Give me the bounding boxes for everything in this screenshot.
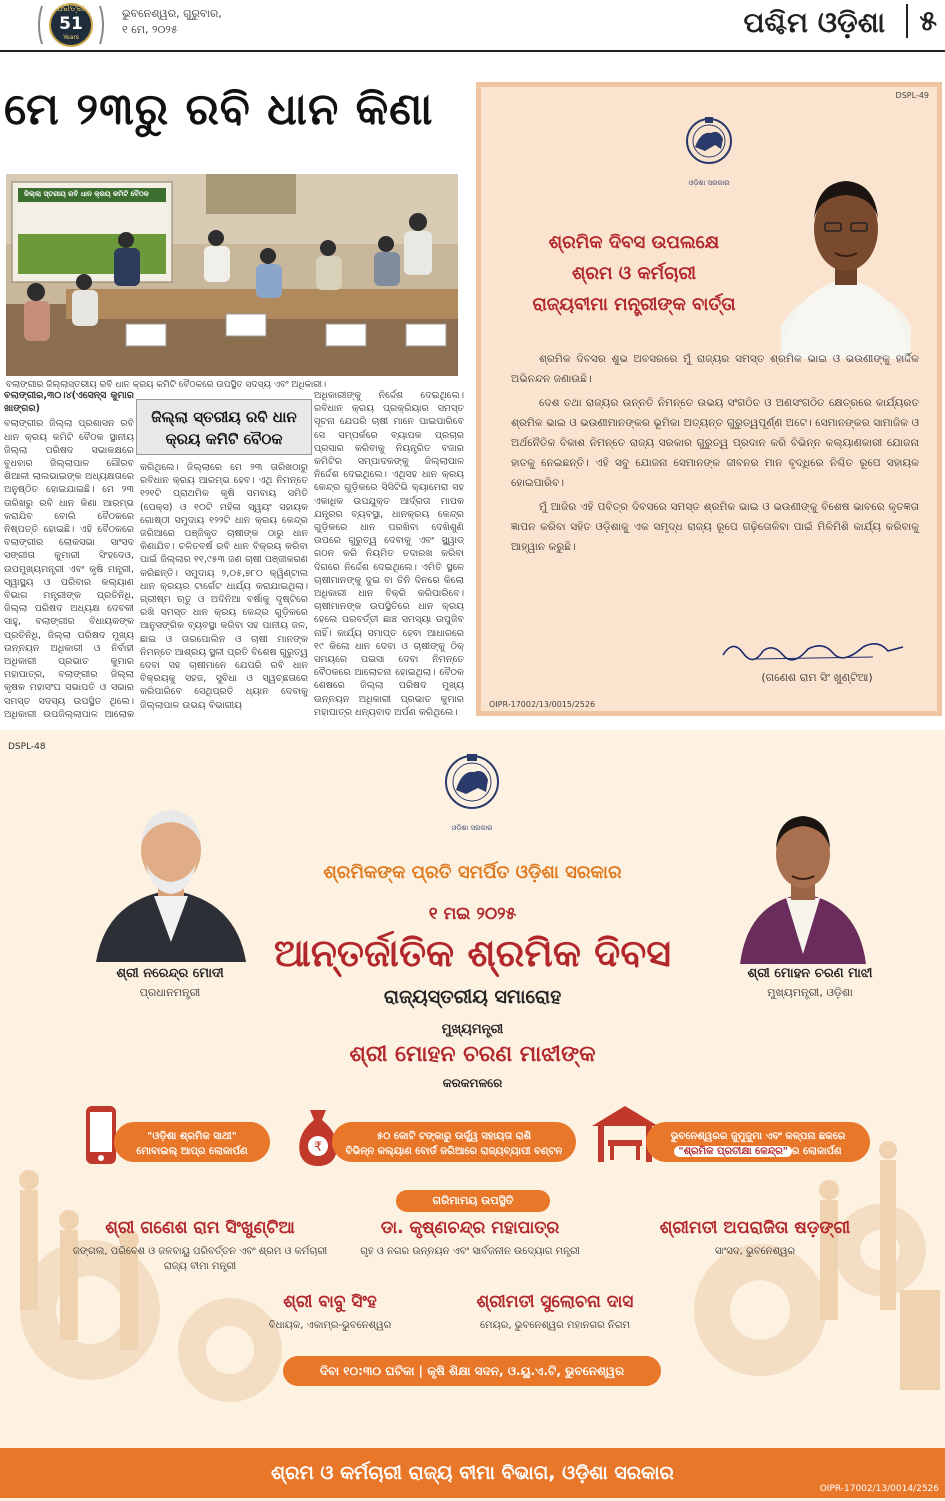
subhead-line-2: କ୍ରୟ କମିଟି ବୈଠକ <box>165 430 283 448</box>
subhead-line-1: ଜିଲ୍ଲା ସ୍ତରୀୟ ରବି ଧାନ <box>151 408 297 426</box>
logo-years: 51 <box>59 14 83 34</box>
ad-code-bottom: OIPR-17002/13/0014/2526 <box>819 1484 939 1494</box>
feature-waiting-centre-text <box>646 1122 870 1162</box>
photo-banner-text: ଜିଲ୍ଲା ସ୍ତରୀୟ ରବି ଧାନ କ୍ରୟ କମିଟି ବୈଠକ <box>24 190 149 198</box>
svg-text:₹: ₹ <box>313 1140 323 1155</box>
signer-name: (ଗଣେଶ ରାମ ସିଂ ଖୁଣ୍ଟିଆ) <box>761 671 873 684</box>
feature-mobile-app-line-2: ମୋବାଇଲ୍ ଆପ୍‌ର ଲୋକାର୍ପଣ <box>136 1146 248 1157</box>
feature-assistance-fund <box>294 1120 576 1166</box>
feature-assistance-fund-line-1: ୫୦ କୋଟି ଟଙ୍କାରୁ ଊର୍ଦ୍ଧ୍ୱ ସହାୟତା ରାଶି <box>376 1131 532 1142</box>
feature-waiting-centre-suffix: ର ଲୋକାର୍ପଣ <box>791 1146 842 1157</box>
labour-day-ad <box>0 730 945 1501</box>
dateline <box>122 6 222 38</box>
message-paragraph-3: ମୁଁ ଆଜିର ଏହି ପବିତ୍ର ଦିବସରେ ସମସ୍ତ ଶ୍ରମିକ ଭାଇ ଓ ଭଉଣୀଙ୍କୁ ବିଶେଷ ଭାବରେ କୃତଜ୍ଞତା ଜ୍ଞାପନ କରିବା ସହିତ ଓଡ଼ିଶାକୁ ଏକ ସମୃଦ୍ଧ ରାଜ୍ୟ ରୂପେ ଗଢ଼ିତୋଳିବା ପାଇଁ ମିଳିମିଶି କାର୍ଯ୍ୟ କରିବାକୁ ଆହ୍ୱାନ କରୁଛି। <box>511 501 919 553</box>
feature-mobile-app-text <box>114 1122 270 1162</box>
page-number: ୫ <box>906 4 937 38</box>
pm-role: ପ୍ରଧାନମନ୍ତ୍ରୀ <box>139 986 201 999</box>
event-subtitle: ରାଜ୍ୟସ୍ତରୀୟ ସମାରୋହ <box>383 986 562 1008</box>
news-column-2 <box>140 461 308 719</box>
chief-guest-name: ଶ୍ରୀ ମୋହନ ଚରଣ ମାଝୀଙ୍କ <box>349 1042 596 1067</box>
message-title <box>499 227 769 320</box>
cm-portrait <box>740 798 866 964</box>
emblem-caption: ଓଡ଼ିଶା ସରକାର <box>688 179 730 187</box>
chief-guest-label: ମୁଖ୍ୟମନ୍ତ୍ରୀ <box>441 1022 504 1037</box>
mobile-phone-icon <box>84 1104 118 1166</box>
dignitary-5-name: ଶ୍ରୀମତୀ ସୁଲୋଚନା ଦାସ <box>476 1292 634 1312</box>
ad-code-top: DSPL-49 <box>895 91 929 100</box>
news-column-3-text: ଅଧିକାରୀଙ୍କୁ ନିର୍ଦ୍ଦେଶ ଦେଇଥିଲେ। ରବିଧାନ କ୍ରୟ ପ୍ରକ୍ରିୟାର ସମସ୍ତ ସୂଚନା ଯେପରି ଚାଷୀ ମାନେ ପାଇପାରିବେ ସେ ସମ୍ପର୍କରେ ବ୍ୟାପକ ପ୍ରଚାର ପ୍ରସାର କରିବାକୁ ନିୟନ୍ତ୍ରିତ ବଜାର କମିଟିର ସମ୍ପାଦକଙ୍କୁ ଜିଲ୍ଲାପାଳ ନିର୍ଦ୍ଦେଶ ଦେଇଥିଲେ। ଏଥିସହ ଧାନ କ୍ରୟ କେନ୍ଦ୍ର ଗୁଡ଼ିକରେ ସିସିଟିଭି କ୍ୟାମେରା ସହ ଏକାଧିକ ଉପଯୁକ୍ତ ଆର୍ଦ୍ରତା ମାପକ ଯନ୍ତ୍ରର ବ୍ୟବସ୍ଥା, ଧାନକ୍ରୟ କେନ୍ଦ୍ର ଗୁଡ଼ିକରେ ଧାନ ପରଖିବା ଦେଖିଶୁଣି ଉପରେ ଗୁରୁତ୍ୱ ଦେବାକୁ ଏବଂ ସ୍କ୍ୱାଡ୍ ଗଠନ କରି ନିୟମିତ ତଦାରଖ କରିବା ଦିଗରେ ନିର୍ଦ୍ଦେଶ ଦେଇଥିଲେ। ଏମିତି ସ୍ଥଳେ ଚାଷୀମାନଙ୍କୁ ଦୁଇ ବା ତିନି ଦିନରେ କିଲୋ ଅଧିକାରୀ ଧାନ ବିକ୍ରି କରିପାରିବେ। ଚାଷୀମାନଙ୍କ ଉପସ୍ଥିତିରେ ଧାନ କ୍ରୟ ହେଲେ ପରବର୍ତ୍ତୀ ଛାଞ୍ଚ ସମସ୍ୟା ଉପୁଜିବ ନାହିଁ। କାର୍ଯ୍ୟ ସମାପ୍ତ ହେବା ଆଧାରରେ ୧୯ କିଲୋ ଧାନ ଦେବା ଓ ଚାଷୀଙ୍କୁ ଠିକ୍ ସମୟରେ ପଇସା ଦେବା ନିମନ୍ତେ ବୈଠକରେ ଆଲୋଚନା ହୋଇଥିଲା। ବୈଠକ ଶେଷରେ ଜିଲ୍ଲା ପରିଷଦ ମୁଖ୍ୟ ଉନ୍ନୟନ ଅଧିକାରୀ ପ୍ରଭାତ କୁମାର ମହାପାତ୍ର ଧନ୍ୟବାଦ ଅର୍ପଣ କରିଥିଲେ। <box>314 390 464 718</box>
logo-word: ଧରିତ୍ରୀ <box>56 4 86 14</box>
news-byline: ବଲାଙ୍ଗୀର,୩୦।୪(ଏସେନ୍ସ କୁମାର ଖାଙ୍ଗର) <box>4 390 134 415</box>
meeting-photo <box>6 174 458 376</box>
minister-signature <box>713 635 913 665</box>
dignitary-4-name: ଶ୍ରୀ ବାବୁ ସିଂହ <box>283 1292 377 1312</box>
news-column-2-text: କରିଥିଲେ। ଜିଲ୍ଲାରେ ମେ ୨୩ ତାରିଖଠାରୁ ରବିଧାନ କ୍ରୟ ଆରମ୍ଭ ହେବ। ଏଥି ନିମନ୍ତେ ୧୨୧ଟି ପ୍ରାଥମିକ କୃଷି ସମବାୟ ସମିତି (ପେକ୍ସ) ଓ ୧୦ଟି ମହିଳା ସ୍ୱୟଂ ସହାୟକ ଗୋଷ୍ଠୀ ସମୁଦାୟ ୧୨୨ଟି ଧାନ କ୍ରୟ କେନ୍ଦ୍ର ଜରିଆରେ ପଞ୍ଜିକୃତ ଚାଷୀଙ୍କ ଠାରୁ ଧାନ କିଣାଯିବ। ଚଳିତବର୍ଷ ରବି ଧାନ ବିକ୍ରୟ କରିବା ପାଇଁ ଜିଲ୍ଲାର ୧୧,୯୫୩ ଜଣ ଚାଷୀ ପଞ୍ଜୀକରଣ କରିଛନ୍ତି। ସମୁଦାୟ ୨,୦୫,୭୮୦ କ୍ୱିଣ୍ଟାଲ ଧାନ କ୍ରୟର ଟାର୍ଗେଟ ଧାର୍ଯ୍ୟ କରାଯାଇଥିଲା। ଗ୍ରୀଷ୍ମ ଋତୁ ଓ ଅଦିନିଆ ବର୍ଷାକୁ ଦୃଷ୍ଟିରେ ରଖି ସମସ୍ତ ଧାନ କ୍ରୟ କେନ୍ଦ୍ର ଗୁଡ଼ିକରେ ଆନୁସଙ୍ଗିକ ବ୍ୟବସ୍ଥା କରିବା ସହ ପାନୀୟ ଜଳ, ଛାଇ ଓ ତାରପୋଲିନ ଓ ଚାଷୀ ମାନଙ୍କ ନିମନ୍ତେ ଆଶ୍ରୟ ସ୍ଥଳୀ ପ୍ରତି ବିଶେଷ ଗୁରୁତ୍ୱ ଦେବା ସହ ଚାଷୀମାନେ ଯେପରି ରବି ଧାନ ବିକ୍ରୟକୁ ସହଜ, ସୁବିଧା ଓ ସ୍ୱଚ୍ଛତାରେ କରିପାରିବେ ସେଥିପ୍ରତି ଧ୍ୟାନ ଦେବାକୁ ଜିଲ୍ଲାପାଳ ଉଭୟ ବିଭାଗୀୟ <box>140 462 308 711</box>
meeting-photo-art <box>6 174 458 376</box>
message-paragraph-2: ଦେଶ ତଥା ରାଜ୍ୟର ଉନ୍ନତି ନିମନ୍ତେ ଉଭୟ ସଂଗଠିତ ଓ ଅଣସଂଗଠିତ କ୍ଷେତ୍ରରେ କାର୍ଯ୍ୟରତ ଶ୍ରମିକ ଭାଇ ଓ ଭଉଣୀମାନଙ୍କର ଭୂମିକା ଅତ୍ୟନ୍ତ ଗୁରୁତ୍ୱପୂର୍ଣ୍ଣ ଅଟେ। ସେମାନଙ୍କର ସାମାଜିକ ଓ ଅର୍ଥନୈତିକ ବିକାଶ ନିମନ୍ତେ ରାଜ୍ୟ ସରକାର ଗୁରୁତ୍ୱ ପ୍ରଦାନ କରି ବିଭିନ୍ନ କଲ୍ୟାଣକାରୀ ଯୋଜନା ହାତକୁ ନେଇଛନ୍ତି। ଏହି ସବୁ ଯୋଜନା ସେମାନଙ୍କ ଜୀବନର ମାନ ବୃଦ୍ଧିରେ ନିଶ୍ଚିତ ରୂପେ ସହାୟକ ହୋଇପାରିବ। <box>511 397 919 489</box>
venue-bar: ଦିବା ୧୦:୩୦ ଘଟିକା | କୃଷି ଶିକ୍ଷା ସଦନ, ଓ.ୟୁ.ଏ.ଟି, ଭୁବନେଶ୍ୱର <box>283 1356 661 1386</box>
news-column-1-text: ବଲାଙ୍ଗୀର ଜିଲ୍ଲା ପ୍ରଶାସନ ରବି ଧାନ କ୍ରୟ କମିଟି ବୈଠକ ସ୍ଥାନୀୟ ଜିଲ୍ଲା ପରିଷଦ ସଭାକକ୍ଷରେ ବୁଧବାର ଜିଲ୍ଲାପାଳ ଗୌରବ ଶିଆଳୀ ଲାଲଭାଇଙ୍କ ଅଧ୍ୟକ୍ଷତାରେ ଅନୁଷ୍ଠିତ ହୋଇଯାଇଛି। ମେ ୨୩ ତାରିଖରୁ ରବି ଧାନ କିଣା ଆରମ୍ଭ କରାଯିବ ବୋଲି ବୈଠକରେ ନିଷ୍ପତ୍ତି ହୋଇଛି। ଏହି ବୈଠକରେ ବଲାଙ୍ଗୀର ଲୋକସଭା ସାଂସଦ ସଙ୍ଗୀତା କୁମାରୀ ସିଂହଦେଓ, ଉପମୁଖ୍ୟମନ୍ତ୍ରୀ ଏବଂ କୃଷି ମନ୍ତ୍ରୀ, ସ୍ୱାସ୍ଥ୍ୟ ଓ ପରିବାର କଲ୍ୟାଣ ବିଭାଗ ମନ୍ତ୍ରୀଙ୍କ ପ୍ରତିନିଧି, ଜିଲ୍ଲା ପରିଷଦ ଅଧ୍ୟକ୍ଷ ଦେବକୀ ସାହୁ, ବଲାଙ୍ଗୀର ବିଧାୟକଙ୍କ ପ୍ରତିନିଧି, ଜିଲ୍ଲା ପରିଷଦ ମୁଖ୍ୟ ଉନ୍ନୟନ ଅଧିକାରୀ ଓ ନିର୍ବାହୀ ଅଧିକାରୀ ପ୍ରଭାତ କୁମାର ମହାପାତ୍ର, ବଲାଙ୍ଗୀର ଜିଲ୍ଲା କୃଷକ ମହାସଂଘ ସଭାପତି ଓ ସଭାର ସମସ୍ତ ସଦସ୍ୟ ଉପସ୍ଥିତ ଥିଲେ। ଅଧିକାରୀ ଉପଜିଲ୍ଲାପାଳ ଆଲୋକ <box>4 418 134 719</box>
section-title: ପଶ୍ଚିମ ଓଡ଼ିଶା <box>743 6 885 39</box>
ad-code-top: DSPL-48 <box>8 742 46 752</box>
odisha-emblem-icon <box>440 752 504 824</box>
dignitary-3-role: ସାଂସଦ, ଭୁବନେଶ୍ୱର <box>714 1246 796 1257</box>
dignitary-2-role: ଗୃହ ଓ ନଗର ଉନ୍ନୟନ ଏବଂ ସାର୍ବଜନୀନ ଉଦ୍ୟୋଗ ମନ୍ତ୍ରୀ <box>360 1246 580 1257</box>
subhead-box <box>136 399 312 455</box>
ad-code-bottom: OIPR-17002/13/0015/2526 <box>489 700 596 709</box>
feature-waiting-centre <box>590 1120 870 1166</box>
dignitary-5-role: ମେୟର, ଭୁବନେଶ୍ୱର ମହାନଗର ନିଗମ <box>480 1320 630 1331</box>
feature-mobile-app <box>84 1120 270 1166</box>
minister-message-ad <box>476 82 942 716</box>
feature-waiting-centre-highlight: "ଶ୍ରମିକ ପ୍ରତୀକ୍ଷା କେନ୍ଦ୍ର" <box>674 1146 792 1157</box>
feature-assistance-fund-text <box>332 1122 576 1162</box>
news-column-3 <box>314 389 464 719</box>
dignitary-3-name: ଶ୍ରୀମତୀ ଅପରାଜିତା ଷଡ଼ଙ୍ଗୀ <box>659 1218 851 1238</box>
message-title-line-2: ଶ୍ରମ ଓ କର୍ମଚାରୀ <box>571 263 697 284</box>
news-story <box>0 56 470 720</box>
department-bar: ଶ୍ରମ ଓ କର୍ମଚାରୀ ରାଜ୍ୟ ବୀମା ବିଭାଗ, ଓଡ଼ିଶା ସରକାର <box>0 1448 945 1498</box>
message-paragraph-1: ଶ୍ରମିକ ଦିବସର ଶୁଭ ଅବସରରେ ମୁଁ ରାଜ୍ୟର ସମସ୍ତ ଶ୍ରମିକ ଭାଇ ଓ ଭଉଣୀଙ୍କୁ ହାର୍ଦ୍ଦିକ ଅଭିନନ୍ଦନ ଜଣାଉଛି। <box>511 353 919 385</box>
page-masthead <box>0 0 945 52</box>
odisha-emblem-icon <box>681 115 737 179</box>
feature-mobile-app-line-1: "ଓଡ଼ିଶା ଶ୍ରମିକ ସାଥୀ" <box>147 1131 237 1142</box>
feature-assistance-fund-line-2: ବିଭିନ୍ନ କଲ୍ୟାଣ ବୋର୍ଡ ଜରିଆରେ ରାଜ୍ୟବ୍ୟାପୀ ବଣ୍ଟନ <box>345 1146 563 1157</box>
chief-guest-suffix: କରକମଳରେ <box>442 1076 503 1090</box>
event-date: ୧ ମଇ ୨୦୨୫ <box>428 904 517 924</box>
logo-years-label: Years <box>63 34 79 41</box>
ad-tagline: ଶ୍ରମିକଙ୍କ ପ୍ରତି ସମର୍ପିତ ଓଡ଼ିଶା ସରକାର <box>323 862 622 883</box>
dignitaries-label: ଗରିମାମୟ ଉପସ୍ଥିତି <box>396 1190 550 1212</box>
minister-portrait <box>781 149 911 359</box>
emblem-caption: ଓଡ଼ିଶା ସରକାର <box>451 824 493 832</box>
photo-caption: ବଲାଙ୍ଗୀର ଜିଲ୍ଲାସ୍ତରୀୟ ରବି ଧାନ କ୍ରୟ କମିଟି ବୈଠକରେ ଉପସ୍ଥିତ ସଦସ୍ୟ ଏବଂ ଅଧିକାରୀ। <box>6 380 327 390</box>
cm-name: ଶ୍ରୀ ମୋହନ ଚରଣ ମାଝୀ <box>747 966 873 981</box>
feature-waiting-centre-line-2 <box>646 1144 870 1159</box>
news-headline: ମେ ୨୩ରୁ ରବି ଧାନ କିଣା <box>4 84 434 135</box>
dignitary-4-role: ବିଧାୟକ, ଏକାମ୍ର-ଭୁବନେଶ୍ୱର <box>268 1320 392 1331</box>
message-body <box>511 349 919 561</box>
event-title: ଆନ୍ତର୍ଜାତିକ ଶ୍ରମିକ ଦିବସ <box>273 930 672 975</box>
dignitary-2-name: ଡା. କୃଷ୍ଣଚନ୍ଦ୍ର ମହାପାତ୍ର <box>380 1218 560 1238</box>
message-title-line-1: ଶ୍ରମିକ ଦିବସ ଉପଲକ୍ଷେ <box>548 232 720 253</box>
feature-waiting-centre-line-1: ଭୁବନେଶ୍ୱରର ଜୁମୁଜୁମା ଏବଂ କଳ୍ପନା ଛକରେ <box>670 1131 846 1142</box>
news-column-1 <box>4 389 134 719</box>
pm-name: ଶ୍ରୀ ନରେନ୍ଦ୍ର ମୋଦୀ <box>116 966 224 981</box>
cm-role: ମୁଖ୍ୟମନ୍ତ୍ରୀ, ଓଡ଼ିଶା <box>767 986 853 999</box>
dateline-place-day: ଭୁବନେଶ୍ୱର, ଗୁରୁବାର, <box>122 7 222 20</box>
message-title-line-3: ରାଜ୍ୟବୀମା ମନ୍ତ୍ରୀଙ୍କ ବାର୍ତ୍ତା <box>532 294 736 315</box>
dateline-date: ୧ ମେ, ୨୦୨୫ <box>122 23 178 36</box>
dignitary-1-role: ଜଙ୍ଗଲ, ପରିବେଶ ଓ ଜଳବାୟୁ ପରିବର୍ତ୍ତନ ଏବଂ ଶ୍ରମ ଓ କର୍ମଚାରୀ ରାଜ୍ୟ ବୀମା ମନ୍ତ୍ରୀ <box>72 1246 328 1272</box>
dignitary-1-name: ଶ୍ରୀ ଗଣେଶ ରାମ ସିଂଖୁଣ୍ଟିଆ <box>105 1218 295 1238</box>
